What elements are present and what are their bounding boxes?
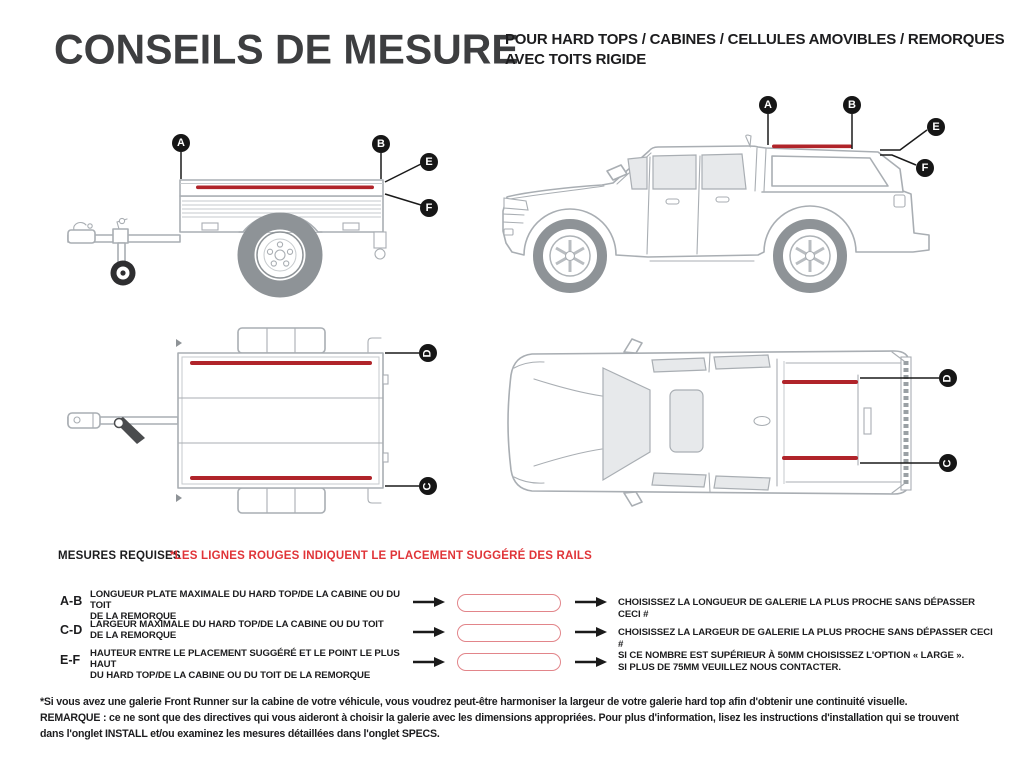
footnote-line-3: dans l'onglet INSTALL et/ou examinez les mesures détaillées dans l'onglet SPECS. (40, 728, 440, 740)
arrow-icon (412, 626, 446, 638)
marker-b-truck-side: B (843, 96, 861, 114)
arrow-icon (574, 656, 608, 668)
rail-line (196, 186, 374, 190)
arrow-icon (412, 656, 446, 668)
marker-e-trailer-side: E (420, 153, 438, 171)
marker-b-trailer-side: B (372, 135, 390, 153)
footnote-line-1: *Si vous avez une galerie Front Runner sur la cabine de votre véhicule, vous voudrez peut-être harmoniser la largeur de votre galerie hard top afin d'obtenir une continuité visuelle. (40, 696, 908, 708)
footnote (40, 694, 1000, 742)
arrow-icon (574, 626, 608, 638)
arrow-icon (574, 596, 608, 608)
row-id-ef: E-F (60, 653, 81, 667)
red-rails-note: *LES LIGNES ROUGES INDIQUENT LE PLACEMENT SUGGÉRÉ DES RAILS (170, 550, 593, 562)
marker-f-truck-side: F (916, 159, 934, 177)
measurements-heading: MESURES REQUISES (58, 550, 181, 562)
page-subtitle (505, 30, 1004, 69)
marker-d-truck-top: D (939, 369, 957, 387)
row-desc-cd: LARGEUR MAXIMALE DU HARD TOP/DE LA CABINE OU DU TOIT DE LA REMORQUE (90, 619, 384, 641)
rail-line (782, 456, 858, 460)
marker-f-trailer-side: F (420, 199, 438, 217)
row-desc-ef: HAUTEUR ENTRE LE PLACEMENT SUGGÉRÉ ET LE POINT LE PLUS HAUT DU HARD TOP/DE LA CABINE OU DU TOIT DE LA REMORQUE (90, 648, 400, 681)
row-result-ab: CHOISISSEZ LA LONGUEUR DE GALERIE LA PLUS PROCHE SANS DÉPASSER CECI # (618, 597, 975, 620)
arrow-icon (412, 596, 446, 608)
rail-line (772, 145, 852, 149)
row-result-cd: CHOISISSEZ LA LARGEUR DE GALERIE LA PLUS PROCHE SANS DÉPASSER CECI # (618, 627, 993, 650)
marker-a-trailer-side: A (172, 134, 190, 152)
marker-c-trailer-top: C (419, 477, 437, 495)
row-result-ef: SI CE NOMBRE EST SUPÉRIEUR À 50MM CHOISISSEZ L'OPTION « LARGE ». SI PLUS DE 75MM VEUILLEZ NOUS CONTACTER. (618, 650, 965, 673)
subtitle-line-2: AVEC TOITS RIGIDE (505, 50, 647, 68)
trailer-side-view-drawing (55, 130, 450, 310)
subtitle-line-1: POUR HARD TOPS / CABINES / CELLULES AMOVIBLES / REMORQUES (505, 31, 1005, 48)
measurement-blank-field-cd (457, 624, 561, 642)
marker-d-trailer-top: D (419, 344, 437, 362)
truck-top-view-drawing (500, 335, 970, 530)
row-desc-ab: LONGUEUR PLATE MAXIMALE DU HARD TOP/DE LA CABINE OU DU TOIT DE LA REMORQUE (90, 589, 400, 622)
marker-c-truck-top: C (939, 454, 957, 472)
rail-line (190, 361, 372, 365)
measurement-blank-field-ab (457, 594, 561, 612)
trailer-top-view-drawing (55, 325, 450, 520)
row-id-cd: C-D (60, 623, 83, 637)
footnote-line-2: REMARQUE : ce ne sont que des directives qui vous aideront à choisir la galerie avec les dimensions appropriées. Pour plus d'information, lisez les instructions d'installation qui se trouvent (40, 712, 959, 724)
row-id-ab: A-B (60, 594, 83, 608)
rail-line (190, 476, 372, 480)
marker-a-truck-side: A (759, 96, 777, 114)
measurement-blank-field-ef (457, 653, 561, 671)
marker-e-truck-side: E (927, 118, 945, 136)
rail-line (782, 380, 858, 384)
truck-side-view-drawing (500, 95, 950, 295)
page-title: CONSEILS DE MESURE (54, 26, 519, 73)
